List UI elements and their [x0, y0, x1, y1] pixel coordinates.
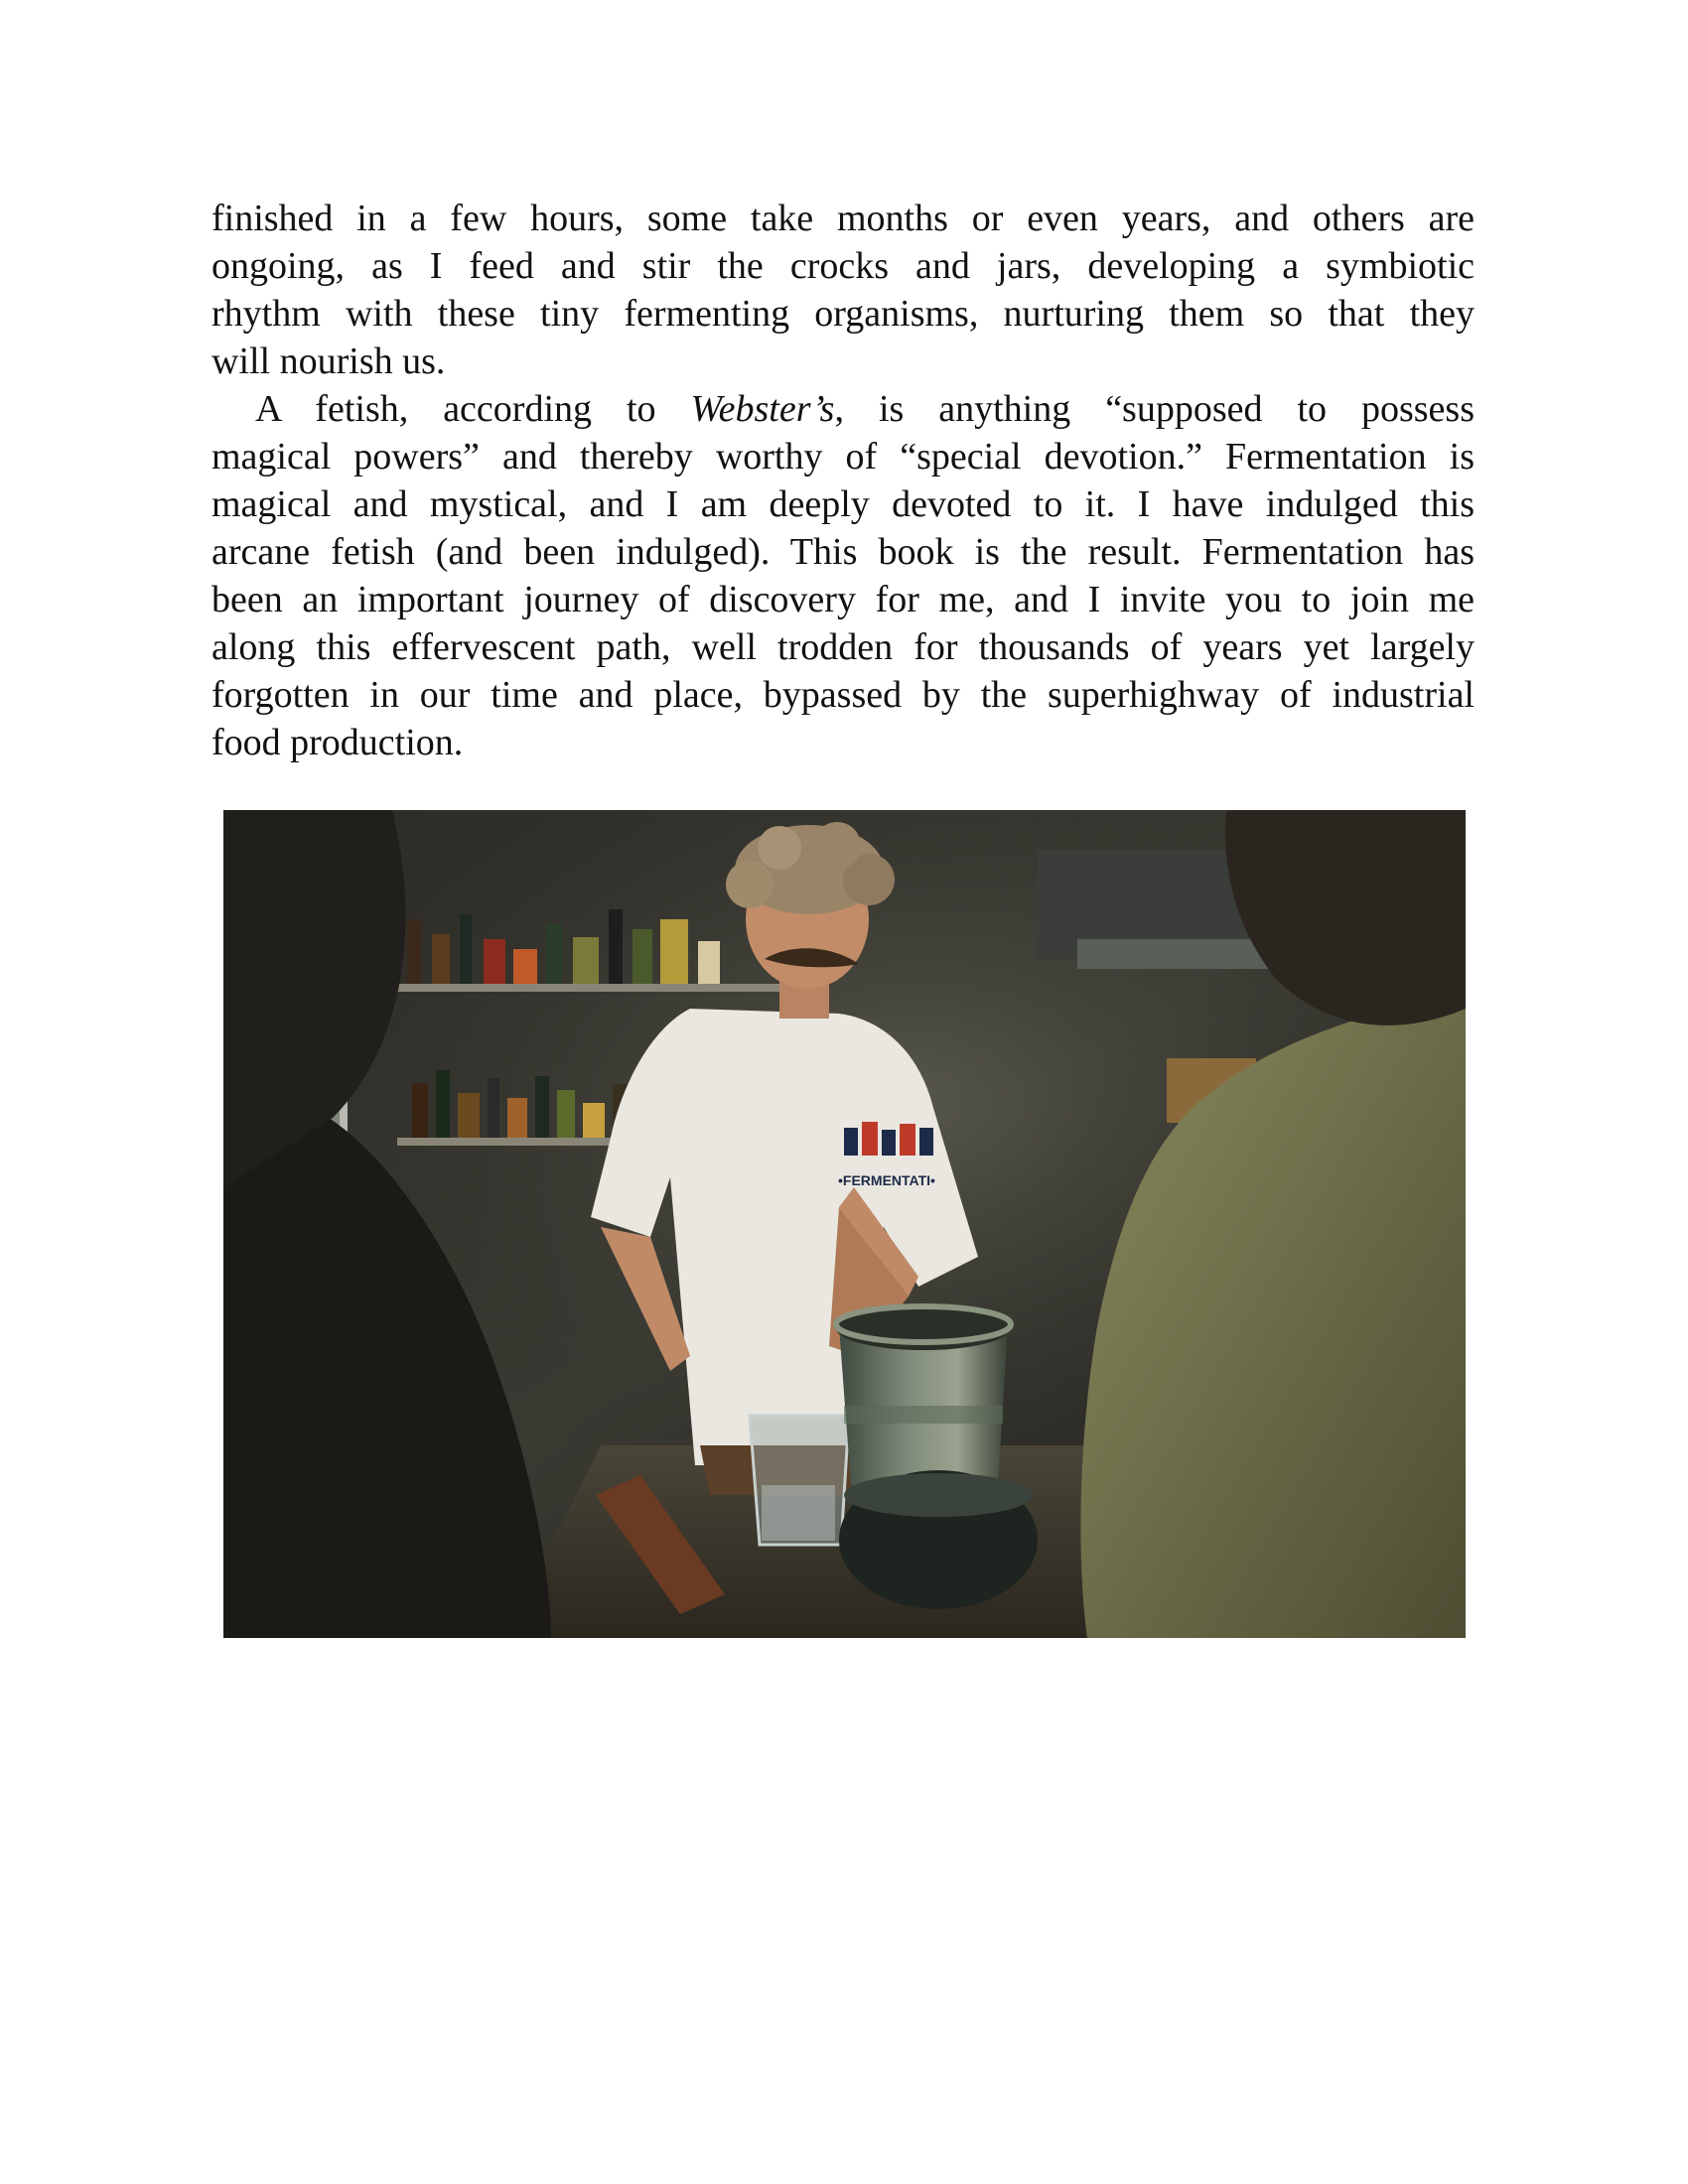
paragraph-1-line-4: will nourish us. — [211, 341, 446, 382]
fermentation-crock — [836, 1306, 1011, 1485]
body-text — [211, 195, 1475, 766]
paragraph-2-line-3: magical and mystical, and I am deeply devoted to it. I have indulged this — [211, 483, 1475, 525]
glass-pitcher — [750, 1416, 849, 1545]
shirt-text: •FERMENTATI• — [838, 1172, 935, 1188]
kitchen-photo-illustration — [223, 810, 1466, 1638]
paragraph-2-line-1-start: A fetish, according to — [255, 388, 691, 430]
websters-title: Webster’s — [690, 388, 835, 430]
paragraph-2-line-7: forgotten in our time and place, bypassed by the superhighway of industrial — [211, 674, 1475, 716]
paragraph-2-line-6: along this effervescent path, well trodden for thousands of years yet largely — [211, 626, 1475, 668]
paragraph-1-line-3: rhythm with these tiny fermenting organisms, nurturing them so that they — [211, 293, 1475, 335]
paragraph-1-line-1: finished in a few hours, some take months or even years, and others are — [211, 198, 1475, 239]
paragraph-2-line-8: food production. — [211, 722, 464, 763]
paragraph-2-line-4: arcane fetish (and been indulged). This book is the result. Fermentation has — [211, 531, 1475, 573]
paragraph-2-line-2: magical powers” and thereby worthy of “special devotion.” Fermentation is — [211, 436, 1475, 478]
paragraph-2-line-1-end: , is anything “supposed to possess — [834, 388, 1475, 430]
paragraph-2-line-1 — [211, 385, 1475, 433]
kitchen-photo — [223, 810, 1466, 1638]
paragraph-1-line-2: ongoing, as I feed and stir the crocks and jars, developing a symbiotic — [211, 245, 1475, 287]
paragraph-2-line-5: been an important journey of discovery for me, and I invite you to join me — [211, 579, 1475, 620]
